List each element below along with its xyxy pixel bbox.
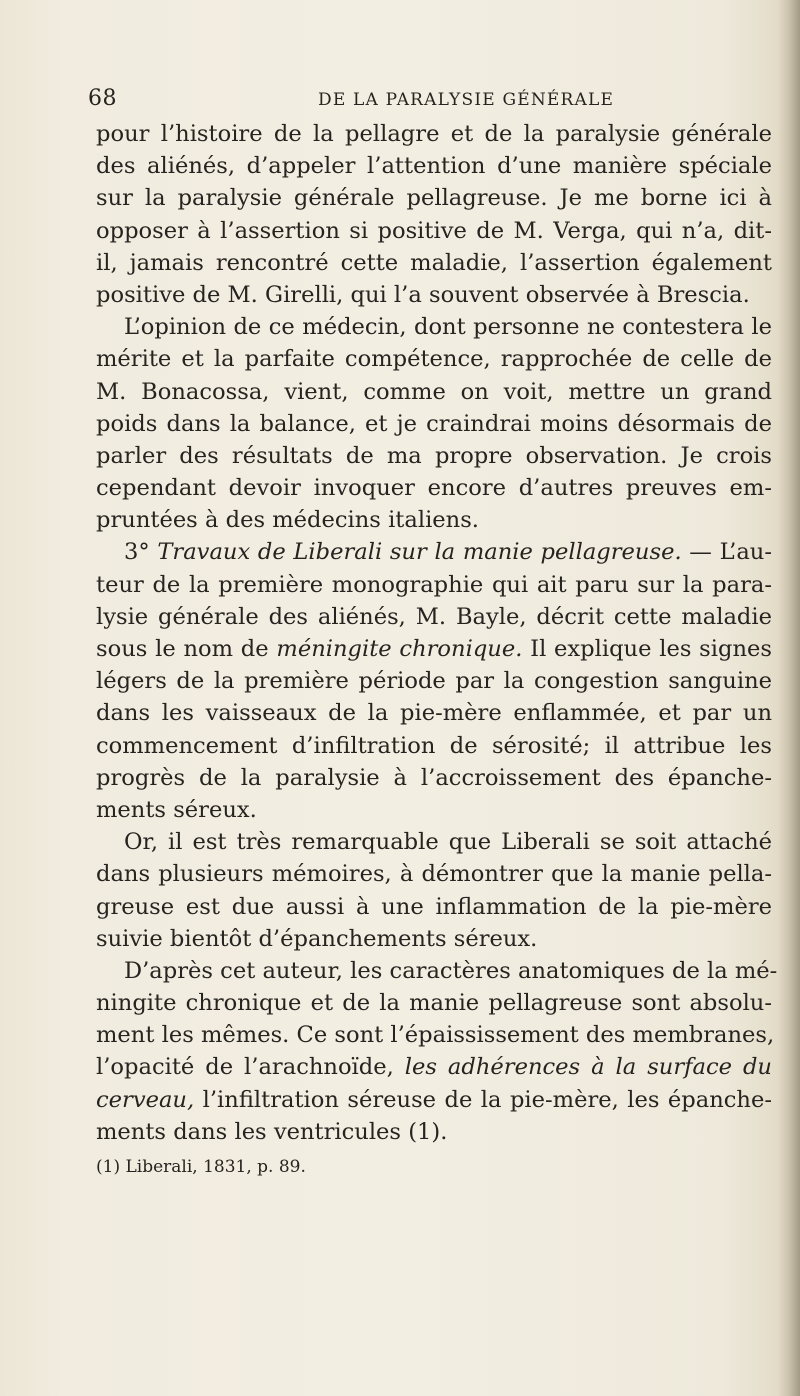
footnote: (1) Liberali, 1831, p. 89.	[96, 1157, 306, 1177]
text-line: ments dans les ventricules (1).	[96, 1118, 448, 1145]
text-line: D’après cet auteur, les caractères anatomiques de la mé-	[124, 957, 778, 984]
page-binding-shadow	[778, 0, 800, 1396]
text-line	[96, 536, 772, 568]
text-line: lysie générale des aliénés, M. Bayle, décrit cette maladie	[96, 603, 772, 630]
text-line: pour l’histoire de la pellagre et de la paralysie générale	[96, 121, 772, 147]
text-line-segment: sous le nom de	[96, 636, 277, 662]
text-line: opposer à l’assertion si positive de M. Verga, qui n’a, dit-	[96, 217, 772, 244]
italic-title: méningite chronique.	[276, 636, 523, 662]
text-line-segment: l’infiltration séreuse de la pie-mère, les épanche-	[194, 1086, 772, 1113]
text-line: sur la paralysie générale pellagreuse. Je me borne ici à	[96, 185, 772, 212]
text-line: ningite chronique et de la manie pellagreuse sont absolu-	[96, 990, 772, 1017]
text-line: poids dans la balance, et je craindrai moins désormais de	[96, 410, 772, 437]
text-line: mérite et la parfaite compétence, rapprochée de celle de	[96, 346, 772, 373]
italic-title: cerveau,	[96, 1086, 195, 1113]
text-line-segment: — L’au-	[681, 539, 772, 566]
running-head-title: DE LA PARALYSIE GÉNÉRALE	[318, 90, 615, 110]
italic-title: les adhérences à la surface du	[404, 1054, 772, 1081]
text-line: teur de la première monographie qui ait paru sur la para-	[96, 571, 772, 598]
text-line: pruntées à des médecins italiens.	[96, 507, 479, 534]
text-line: dans plusieurs mémoires, à démontrer que la manie pella-	[96, 861, 772, 888]
text-line: L’opinion de ce médecin, dont personne ne contestera le	[124, 314, 772, 341]
text-line: légers de la première période par la congestion sanguine	[96, 668, 772, 695]
text-line: cependant devoir invoquer encore d’autres preuves em-	[96, 475, 772, 502]
italic-title: Travaux de Liberali sur la manie pellagreuse.	[157, 539, 682, 566]
text-line: des aliénés, d’appeler l’attention d’une manière spéciale	[96, 153, 772, 180]
text-line	[96, 1051, 772, 1083]
text-line-segment: 3°	[124, 539, 158, 566]
text-line: progrès de la paralysie à l’accroissement des épanche-	[96, 764, 772, 791]
text-line-segment: l’opacité de l’arachnoïde,	[96, 1054, 405, 1081]
text-line: M. Bonacossa, vient, comme on voit, mettre un grand	[96, 378, 772, 405]
text-line: suivie bientôt d’épanchements séreux.	[96, 925, 538, 952]
text-line: ments séreux.	[96, 796, 257, 823]
body-text	[96, 118, 778, 1182]
running-head	[88, 86, 778, 116]
text-line: il, jamais rencontré cette maladie, l’assertion également	[96, 249, 772, 276]
text-line: Or, il est très remarquable que Liberali se soit attaché	[124, 829, 772, 856]
text-line	[96, 633, 772, 665]
text-line: parler des résultats de ma propre observation. Je crois	[96, 442, 772, 469]
text-line: commencement d’infiltration de sérosité; il attribue les	[96, 732, 772, 759]
text-line-segment: Il explique les signes	[522, 636, 772, 662]
page-number: 68	[88, 86, 117, 111]
text-line: dans les vaisseaux de la pie-mère enflammée, et par un	[96, 700, 772, 727]
text-line: greuse est due aussi à une inflammation de la pie-mère	[96, 893, 772, 920]
text-line: positive de M. Girelli, qui l’a souvent observée à Brescia.	[96, 281, 750, 308]
text-line: ment les mêmes. Ce sont l’épaississement des membranes,	[96, 1022, 775, 1049]
text-line	[96, 1084, 772, 1116]
